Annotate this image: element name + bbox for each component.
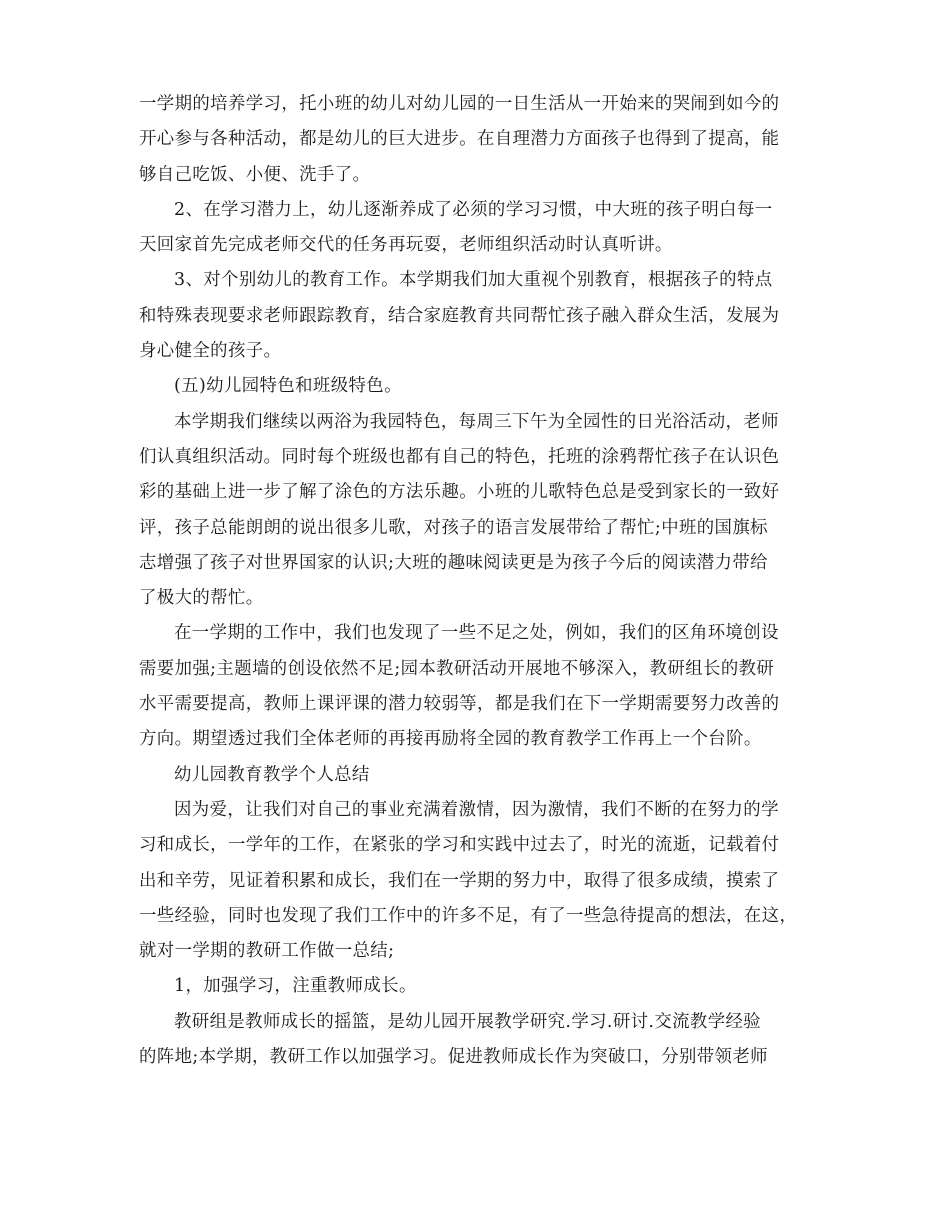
text-line: 天回家首先完成老师交代的任务再玩耍，老师组织活动时认真听讲。	[139, 235, 673, 256]
text-line: 教研组是教师成长的摇篮，是幼儿园开展教学研究.学习.研讨.交流教学经验	[174, 1011, 762, 1032]
text-line: 评，孩子总能朗朗的说出很多儿歌，对孩子的语言发展带给了帮忙;中班的国旗标	[139, 517, 768, 538]
text-line: 一些经验，同时也发现了我们工作中的许多不足，有了一些急待提高的想法，在这，	[139, 905, 798, 926]
text-line: 和特殊表现要求老师跟踪教育，结合家庭教育共同帮忙孩子融入群众生活，发展为	[139, 305, 780, 326]
text-line: 够自己吃饭、小便、洗手了。	[139, 164, 371, 185]
text-line: 在一学期的工作中，我们也发现了一些不足之处，例如，我们的区角环境创设	[174, 623, 779, 644]
text-line: 的阵地;本学期，教研工作以加强学习。促进教师成长作为突破口，分别带领老师	[139, 1047, 768, 1068]
text-line: 2、在学习潜力上，幼儿逐渐养成了必须的学习习惯，中大班的孩子明白每一	[174, 199, 773, 220]
text-line: 习和成长，一学年的工作，在紧张的学习和实践中过去了，时光的流逝，记载着付	[139, 835, 780, 856]
text-line: 开心参与各种活动，都是幼儿的巨大进步。在自理潜力方面孩子也得到了提高，能	[139, 129, 780, 150]
text-line: 本学期我们继续以两浴为我园特色，每周三下午为全园性的日光浴活动，老师	[174, 411, 779, 432]
text-line: 需要加强;主题墙的创设依然不足;园本教研活动开展地不够深入，教研组长的教研	[139, 658, 775, 679]
text-line: 方向。期望透过我们全体老师的再接再励将全园的教育教学工作再上一个台阶。	[139, 729, 762, 750]
text-line: 一学期的培养学习，托小班的幼儿对幼儿园的一日生活从一开始来的哭闹到如今的	[139, 94, 780, 114]
text-line: 3、对个别幼儿的教育工作。本学期我们加大重视个别教育，根据孩子的特点	[174, 270, 773, 291]
text-line: 幼儿园教育教学个人总结	[174, 764, 370, 785]
text-line: 身心健全的孩子。	[139, 341, 282, 362]
text-line: 出和辛劳，见证着积累和成长，我们在一学期的努力中，取得了很多成绩，摸索了	[139, 870, 780, 891]
text-line: 志增强了孩子对世界国家的认识;大班的趣味阅读更是为孩子今后的阅读潜力带给	[139, 552, 768, 573]
text-line: 因为爱，让我们对自己的事业充满着激情，因为激情，我们不断的在努力的学	[174, 799, 779, 820]
text-line: (五)幼儿园特色和班级特色。	[174, 376, 402, 397]
text-line: 们认真组织活动。同时每个班级也都有自己的特色，托班的涂鸦帮忙孩子在认识色	[139, 446, 780, 467]
text-line: 就对一学期的教研工作做一总结;	[139, 941, 395, 962]
text-line: 彩的基础上进一步了解了涂色的方法乐趣。小班的儿歌特色总是受到家长的一致好	[139, 482, 780, 503]
text-line: 1，加强学习，注重教师成长。	[174, 976, 417, 997]
document-body	[139, 87, 819, 1075]
text-line: 了极大的帮忙。	[139, 588, 264, 609]
text-line: 水平需要提高，教师上课评课的潜力较弱等，都是我们在下一学期需要努力改善的	[139, 694, 780, 715]
